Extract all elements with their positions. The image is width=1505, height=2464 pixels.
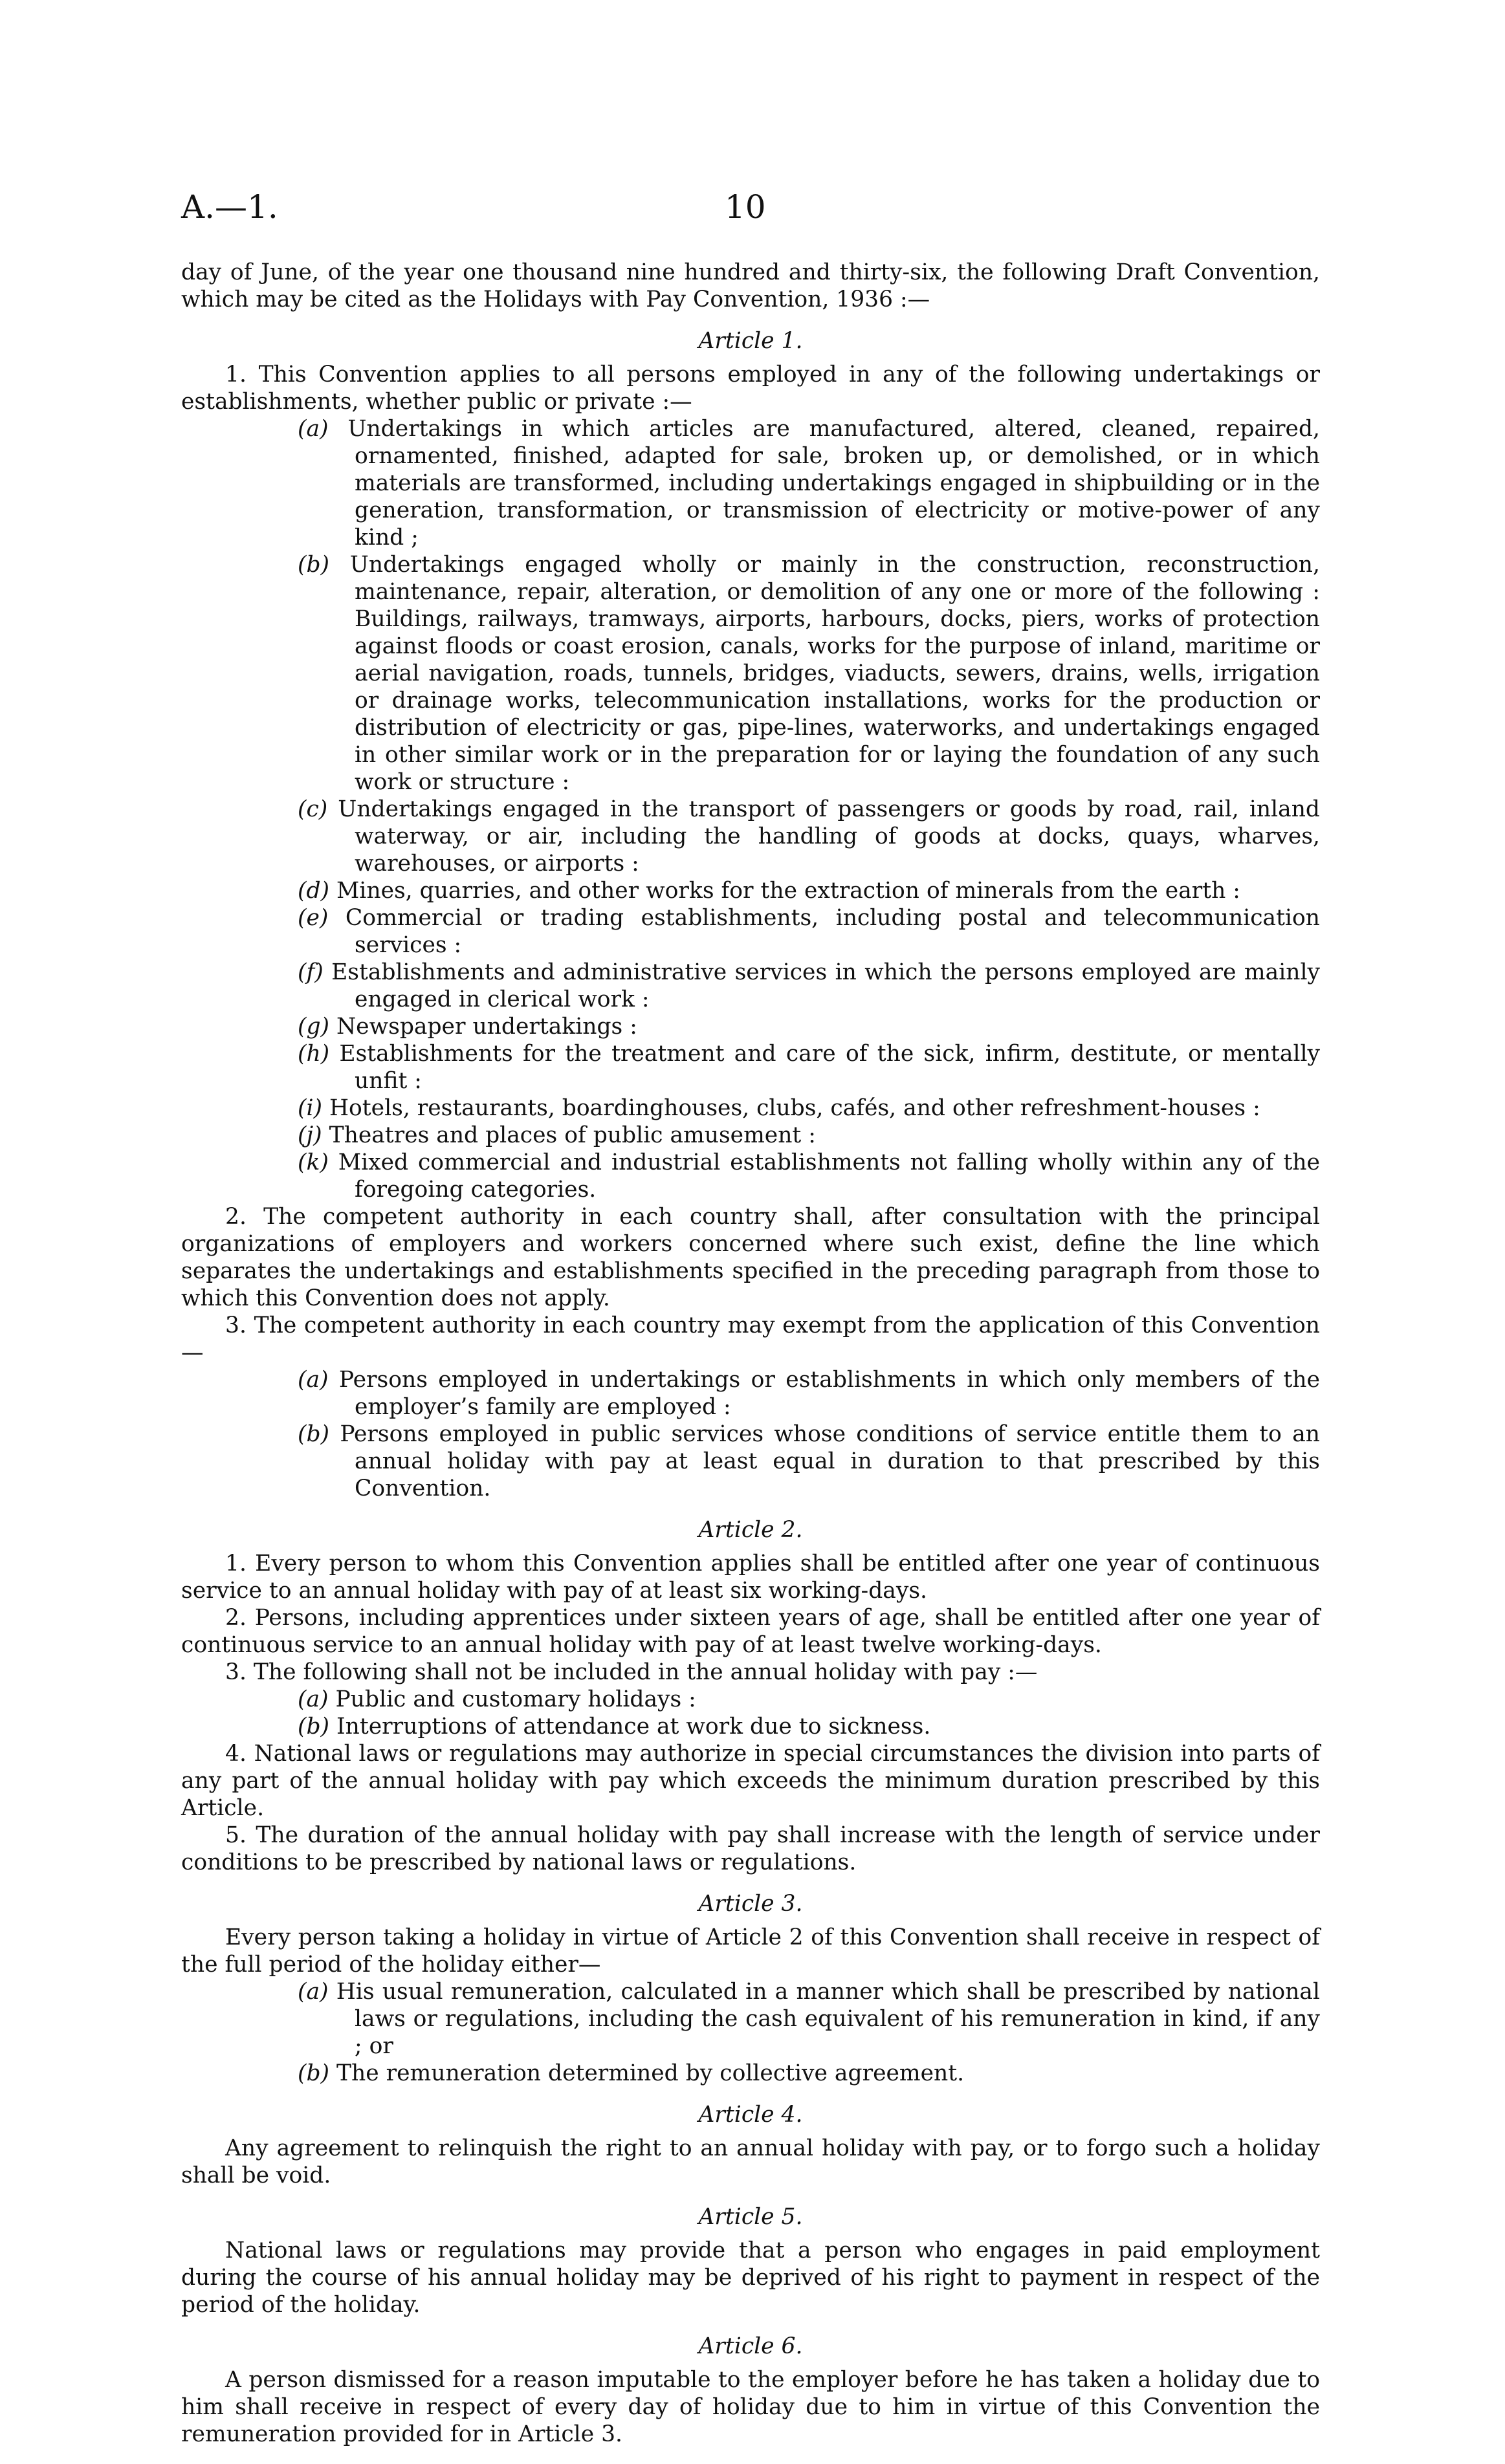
article-1-item-k — [181, 1149, 1320, 1203]
item-text: Newspaper undertakings : — [336, 1014, 637, 1040]
item-label: (a) — [298, 416, 329, 442]
item-label: (e) — [298, 905, 329, 931]
article-4-paragraph-1: Any agreement to relinquish the right to an annual holiday with pay, or to forgo such a holiday shall be void. — [181, 2135, 1320, 2188]
article-3-item-a — [181, 1978, 1320, 2060]
item-text: Mixed commercial and industrial establishments not falling wholly within any of the foregoing categories. — [338, 1150, 1321, 1203]
item-label: (b) — [298, 552, 330, 578]
article-6-heading: Article 6. — [698, 2333, 803, 2359]
document-body — [181, 259, 1320, 2448]
item-label: (d) — [298, 878, 330, 904]
item-text: Persons employed in public services whose conditions of service entitle them to an annual holiday with pay at least equal in duration to that prescribed by this Convention. — [340, 1421, 1320, 1501]
article-1-item-a — [181, 415, 1320, 551]
item-label: (b) — [298, 2060, 330, 2086]
article-2-item-b — [181, 1713, 1320, 1740]
item-label: (a) — [298, 1367, 329, 1393]
page-number: 10 — [725, 188, 766, 226]
article-6-paragraph-1: A person dismissed for a reason imputable to the employer before he has taken a holiday due to him shall receive in respect of every day of holiday due to him in virtue of this Convention the remuneration provided for in Article 3. — [181, 2367, 1320, 2447]
item-text: His usual remuneration, calculated in a manner which shall be prescribed by national laws or regulations, including the cash equivalent of his remuneration in kind, if any ; or — [336, 1979, 1321, 2059]
article-1-item-f — [181, 959, 1320, 1013]
item-label: (a) — [298, 1686, 329, 1712]
article-3-heading: Article 3. — [698, 1891, 803, 1917]
article-1-item-j — [181, 1122, 1320, 1149]
item-label: (g) — [298, 1014, 330, 1040]
item-text: Mines, quarries, and other works for the extraction of minerals from the earth : — [336, 878, 1240, 904]
item-label: (a) — [298, 1979, 329, 2005]
item-label: (h) — [298, 1041, 330, 1067]
item-text: Establishments and administrative services in which the persons employed are mainly engaged in clerical work : — [331, 959, 1320, 1012]
item-text: Establishments for the treatment and care of the sick, infirm, destitute, or mentally unfit : — [339, 1041, 1321, 1094]
item-label: (b) — [298, 1421, 330, 1447]
item-label: (b) — [298, 1714, 330, 1739]
article-1-paragraph-2: 2. The competent authority in each country shall, after consultation with the principal organizations of employers and workers concerned where such exist, define the line which separates the undertakings and establishments specified in the preceding paragraph from those to which this Convention does not apply. — [181, 1204, 1320, 1311]
article-1-exemption-a — [181, 1366, 1320, 1421]
item-label: (f) — [298, 959, 324, 985]
item-text: Public and customary holidays : — [335, 1686, 696, 1712]
article-3-paragraph-1: Every person taking a holiday in virtue of Article 2 of this Convention shall receive in respect of the full period of the holiday either— — [181, 1924, 1320, 1978]
item-text: Theatres and places of public amusement : — [329, 1122, 816, 1148]
item-label: (j) — [298, 1122, 322, 1148]
article-2-item-a — [181, 1686, 1320, 1713]
article-1-item-g — [181, 1013, 1320, 1040]
item-text: Hotels, restaurants, boardinghouses, clubs, cafés, and other refreshment-houses : — [329, 1095, 1260, 1121]
item-text: Commercial or trading establishments, including postal and telecommunication services : — [345, 905, 1321, 958]
item-label: (c) — [298, 796, 328, 822]
article-1-item-e — [181, 904, 1320, 959]
item-text: Undertakings engaged in the transport of passengers or goods by road, rail, inland waterway, or air, including the handling of goods at docks, quays, wharves, warehouses, or airports : — [338, 796, 1321, 877]
article-1-item-h — [181, 1040, 1320, 1095]
article-3-item-b — [181, 2060, 1320, 2087]
page-header — [181, 188, 1326, 239]
item-text: Persons employed in undertakings or establishments in which only members of the employer’s family are employed : — [338, 1367, 1320, 1420]
item-text: Undertakings in which articles are manufactured, altered, cleaned, repaired, ornamented, finished, adapted for sale, broken up, or demolished, or in which materials are transformed, including undertakings engaged in shipbuilding or in the generation, transformation, or transmission of electricity or motive-power of any kind ; — [347, 416, 1321, 551]
article-1-item-b — [181, 551, 1320, 796]
article-5-paragraph-1: National laws or regulations may provide that a person who engages in paid employment during the course of his annual holiday may be deprived of his right to payment in respect of the period of the holiday. — [181, 2238, 1320, 2318]
item-label: (i) — [298, 1095, 322, 1121]
article-2-paragraph-4: 4. National laws or regulations may authorize in special circumstances the division into parts of any part of the annual holiday with pay which exceeds the minimum duration prescribed by this Article. — [181, 1741, 1320, 1821]
article-2-paragraph-2: 2. Persons, including apprentices under sixteen years of age, shall be entitled after one year of continuous service to an annual holiday with pay of at least twelve working-days. — [181, 1605, 1320, 1658]
article-2-paragraph-5: 5. The duration of the annual holiday with pay shall increase with the length of service under conditions to be prescribed by national laws or regulations. — [181, 1822, 1320, 1875]
article-2-paragraph-1: 1. Every person to whom this Convention applies shall be entitled after one year of continuous service to an annual holiday with pay of at least six working-days. — [181, 1551, 1320, 1604]
article-2-paragraph-3: 3. The following shall not be included in the annual holiday with pay :— — [225, 1659, 1038, 1685]
article-4-heading: Article 4. — [698, 2102, 803, 2128]
article-2-heading: Article 2. — [698, 1517, 803, 1543]
document-reference: A.—1. — [181, 188, 278, 226]
article-1-item-i — [181, 1095, 1320, 1122]
item-label: (k) — [298, 1150, 329, 1175]
article-1-heading: Article 1. — [698, 328, 803, 354]
article-1-item-d — [181, 877, 1320, 904]
article-1-exemption-b — [181, 1421, 1320, 1502]
item-text: Interruptions of attendance at work due to sickness. — [336, 1714, 931, 1739]
item-text: The remuneration determined by collective agreement. — [336, 2060, 965, 2086]
article-1-item-c — [181, 796, 1320, 877]
intro-paragraph: day of June, of the year one thousand nine hundred and thirty-six, the following Draft Convention, which may be cited as the Holidays with Pay Convention, 1936 :— — [181, 259, 1320, 312]
article-5-heading: Article 5. — [698, 2204, 803, 2230]
item-text: Undertakings engaged wholly or mainly in the construction, reconstruction, maintenance, repair, alteration, or demolition of any one or more of the following : Buildings, railways, tramways, airports, harbours, docks, piers, works of protection against floods or coast erosion, canals, works for the purpose of inland, maritime or aerial navigation, roads, tunnels, bridges, viaducts, sewers, drains, wells, irrigation or drainage works, telecommunication installations, works for the production or distribution of electricity or gas, pipe-lines, waterworks, and undertakings engaged in other similar work or in the preparation for or laying the foundation of any such work or structure : — [349, 552, 1320, 795]
article-1-paragraph-3: 3. The competent authority in each country may exempt from the application of this Convention— — [181, 1313, 1320, 1366]
article-1-paragraph-1: 1. This Convention applies to all persons employed in any of the following undertakings or establishments, whether public or private :— — [181, 362, 1320, 415]
